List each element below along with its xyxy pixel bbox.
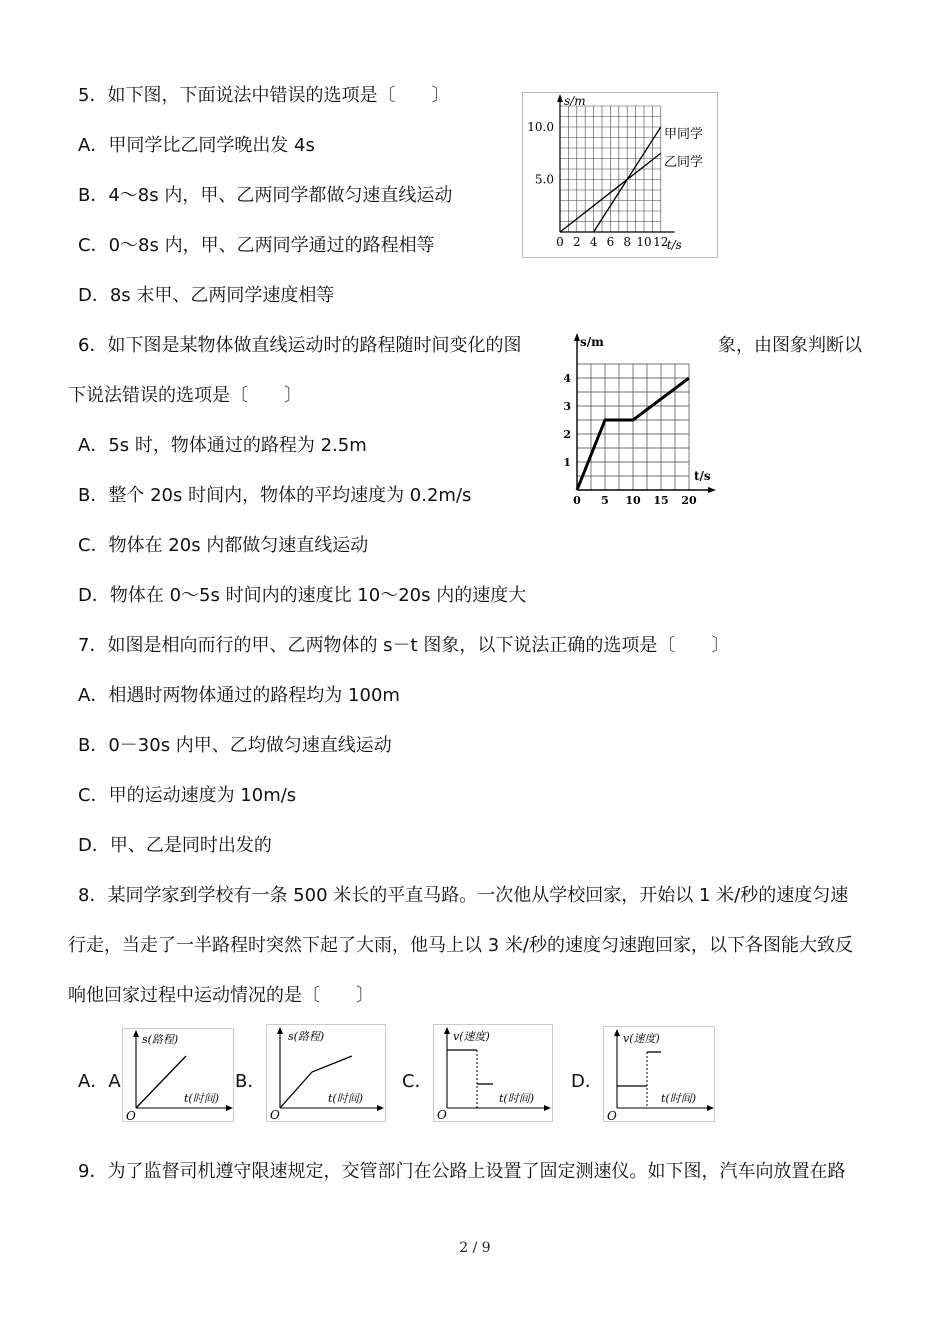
c2-ylabel: s/m (580, 335, 604, 349)
c2-ytick: 3 (563, 400, 571, 413)
c1-xtick: 0 (556, 235, 564, 249)
q6-option-d: D．物体在 0～5s 时间内的速度比 10～20s 内的速度大 (78, 585, 527, 606)
c2-ytick: 4 (563, 372, 571, 385)
c1-legend-yi: 乙同学 (664, 155, 704, 170)
c1-ytick: 10.0 (527, 120, 554, 134)
q8c-xlabel: t(时间) (499, 1092, 535, 1105)
page-number: 2 / 9 (459, 1240, 491, 1256)
q8b-ylabel: s(路程) (288, 1030, 325, 1043)
c1-xtick: 2 (572, 235, 581, 249)
q6-option-a: A．5s 时，物体通过的路程为 2.5m (78, 435, 367, 456)
q8-label-d: D． (571, 1071, 603, 1092)
q6-chart (558, 330, 718, 510)
c1-xtick: 8 (623, 235, 632, 249)
q8b-xlabel: t(时间) (328, 1092, 364, 1105)
q8-label-c: C． (402, 1071, 433, 1092)
q5-stem: 5．如下图，下面说法中错误的选项是〔 〕 (78, 85, 450, 106)
q5-chart (522, 92, 718, 258)
c2-xtick: 0 (573, 494, 581, 507)
c2-xtick: 5 (601, 494, 609, 507)
q8a-line (136, 1056, 186, 1108)
q6-stem-c: 下说法错误的选项是〔 〕 (68, 385, 302, 406)
c2-ytick: 2 (563, 428, 571, 441)
c2-xtick: 10 (625, 494, 641, 507)
c1-ytick: 5.0 (534, 172, 554, 187)
c1-xtick: 4 (589, 235, 598, 249)
q7-option-b: B．0－30s 内甲、乙均做匀速直线运动 (78, 735, 392, 756)
q7-option-c: C．甲的运动速度为 10m/s (78, 785, 297, 806)
q8c-ylabel: v(速度) (453, 1030, 490, 1043)
c2-xtick: 20 (681, 494, 697, 507)
q5-option-a: A．甲同学比乙同学晚出发 4s (78, 135, 315, 156)
c1-xtick: 6 (606, 235, 615, 249)
q8a-origin: O (126, 1109, 136, 1122)
c1-ylabel: s/m (564, 94, 586, 108)
q7-option-a: A．相遇时两物体通过的路程均为 100m (78, 685, 400, 706)
q8c-origin: O (437, 1108, 447, 1122)
q8-line2: 行走，当走了一半路程时突然下起了大雨，他马上以 3 米/秒的速度匀速跑回家，以下各图能大致反 (68, 935, 853, 956)
q8d-origin: O (607, 1109, 617, 1122)
q5-option-c: C．0～8s 内，甲、乙两同学通过的路程相等 (78, 235, 435, 256)
q6-stem-a: 6．如下图是某物体做直线运动时的路程随时间变化的图 (78, 335, 522, 356)
q7-stem: 7．如图是相向而行的甲、乙两物体的 s－t 图象，以下说法正确的选项是〔 〕 (78, 635, 730, 656)
q8b-origin: O (270, 1108, 280, 1122)
q5-option-b: B．4～8s 内，甲、乙两同学都做匀速直线运动 (78, 185, 453, 206)
q5-option-d: D．8s 末甲、乙两同学速度相等 (78, 285, 335, 306)
q9-line1: 9．为了监督司机遵守限速规定，交管部门在公路上设置了固定测速仪。如下图，汽车向放置在路 (78, 1161, 846, 1182)
c1-legend-jia: 甲同学 (664, 127, 704, 142)
q8-graph-d (603, 1026, 715, 1122)
c2-x-arrow (708, 487, 716, 493)
q8-graph-b (266, 1024, 386, 1122)
q8d-ylabel: v(速度) (623, 1032, 660, 1045)
q6-option-c: C．物体在 20s 内都做匀速直线运动 (78, 535, 369, 556)
q8-label-a: A．A (78, 1071, 121, 1092)
q8-line3: 响他回家过程中运动情况的是〔 〕 (68, 985, 374, 1006)
q8-line1: 8．某同学家到学校有一条 500 米长的平直马路。一次他从学校回家，开始以 1 米/秒的速度匀速 (78, 885, 849, 906)
c2-ytick: 1 (563, 456, 571, 469)
q8a-ylabel: s(路程) (142, 1033, 179, 1046)
q8-graph-a (122, 1028, 234, 1122)
c2-xtick: 15 (653, 494, 669, 507)
c1-xlabel: t/s (666, 238, 682, 252)
c1-xtick: 12 (653, 235, 669, 249)
q8d-xlabel: t(时间) (661, 1092, 697, 1105)
c2-xlabel: t/s (694, 469, 711, 483)
q8-graph-c (433, 1024, 553, 1122)
q6-option-b: B．整个 20s 时间内，物体的平均速度为 0.2m/s (78, 485, 472, 506)
c1-xtick: 10 (636, 235, 652, 249)
q7-option-d: D．甲、乙是同时出发的 (78, 835, 272, 856)
q8-label-b: B． (235, 1071, 266, 1092)
q8a-xlabel: t(时间) (184, 1092, 220, 1105)
q6-stem-b: 象，由图象判断以 (718, 335, 862, 356)
